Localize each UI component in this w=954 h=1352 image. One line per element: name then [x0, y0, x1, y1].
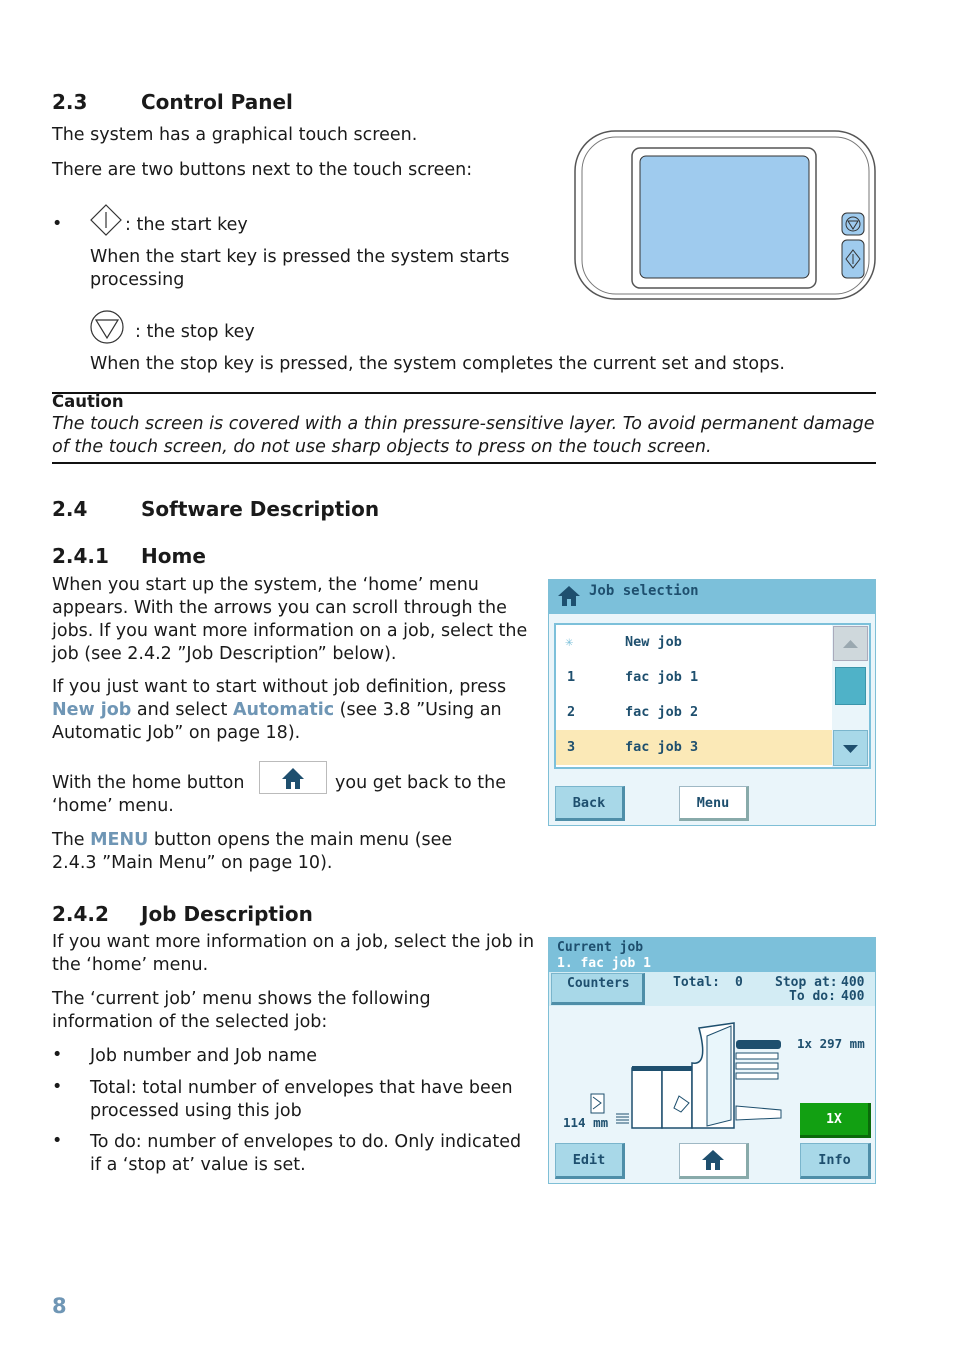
- mode-1x-button[interactable]: 1X: [800, 1103, 871, 1138]
- job-selection-title: Job selection: [589, 583, 699, 599]
- bullet-item-1: Job number and Job name: [90, 1046, 318, 1066]
- home-paragraph-1: When you start up the system, the ‘home’ menu appears. With the arrows you can scroll through the jobs. If you want more information on a job, select the job (see 2.4.2 ”Job Description” below).: [52, 575, 528, 664]
- scrollbar[interactable]: [832, 625, 869, 767]
- home-paragraph-3b-line2: ‘home’ menu.: [52, 796, 174, 816]
- section-2-4-1-title: Home: [141, 544, 206, 568]
- section-2-4-title: Software Description: [141, 497, 380, 521]
- stack-icon: [616, 1114, 629, 1123]
- section-2-3-number: 2.3: [52, 90, 88, 114]
- total-label: Total:: [673, 975, 720, 990]
- current-job-name: 1. fac job 1: [557, 956, 651, 971]
- start-key-icon: [842, 240, 864, 278]
- new-job-keyword: New job: [52, 700, 132, 720]
- stop-at-value: 400: [841, 975, 865, 990]
- arrow-down-icon: [834, 731, 867, 765]
- list-item[interactable]: 1 fac job 1: [567, 669, 699, 685]
- stop-at-label: Stop at:: [775, 975, 838, 990]
- job-selection-title-bar: [549, 580, 875, 614]
- arrow-up-icon: [834, 627, 867, 660]
- home-icon: [700, 1148, 726, 1172]
- home-paragraph-2: If you just want to start without job definition, press New job and select Automatic (see 3.8 ”Using an Automatic Job” on page 18).: [52, 677, 507, 743]
- counters-button[interactable]: Counters: [551, 973, 645, 1005]
- scroll-thumb[interactable]: [835, 667, 866, 705]
- control-panel-buttons-intro: There are two buttons next to the touch screen:: [52, 160, 473, 180]
- fold-info: 1x 297 mm: [797, 1036, 865, 1051]
- home-icon: [260, 762, 326, 793]
- to-do-label: To do:: [789, 989, 836, 1004]
- menu-keyword: MENU: [90, 830, 149, 850]
- job-list: [554, 623, 871, 769]
- list-item-selected[interactable]: 3 fac job 3: [556, 730, 832, 765]
- job-selection-screen: [548, 579, 876, 826]
- stop-key-icon: [842, 213, 864, 235]
- list-item[interactable]: 2 fac job 2: [567, 704, 699, 720]
- edit-button[interactable]: Edit: [555, 1143, 625, 1179]
- bullet-item-3: To do: number of envelopes to do. Only indicated if a ‘stop at’ value is set.: [90, 1132, 522, 1175]
- caution-top-rule: [52, 392, 876, 394]
- job-description-paragraph-1: If you want more information on a job, select the job in the ‘home’ menu.: [52, 932, 535, 975]
- home-paragraph-3b-line1: you get back to the: [335, 773, 507, 793]
- automatic-keyword: Automatic: [232, 700, 335, 720]
- home-button-illustration: [259, 761, 327, 794]
- stop-key-label: : the stop key: [135, 322, 255, 342]
- to-do-value: 400: [841, 989, 865, 1004]
- caution-bottom-rule: [52, 462, 876, 464]
- stop-key-description: When the stop key is pressed, the system completes the current set and stops.: [90, 354, 785, 374]
- envelope-icon: [591, 1094, 604, 1113]
- start-key-label: : the start key: [125, 215, 248, 235]
- menu-button[interactable]: Menu: [679, 786, 749, 821]
- home-button[interactable]: [679, 1143, 749, 1179]
- bullet-item-2: Total: total number of envelopes that have been processed using this job: [90, 1078, 513, 1121]
- envelope-size: 114 mm: [563, 1115, 609, 1130]
- home-icon[interactable]: [556, 584, 582, 608]
- home-paragraph-4: The MENU button opens the main menu (see 2.4.3 ”Main Menu” on page 10).: [52, 830, 453, 873]
- control-panel-illustration: [572, 128, 878, 304]
- scroll-down-button[interactable]: [833, 730, 868, 766]
- home-paragraph-3a: With the home button: [52, 773, 245, 793]
- list-item[interactable]: ✳ New job: [565, 634, 682, 650]
- start-key-description: When the start key is pressed the system starts processing: [90, 247, 510, 290]
- current-job-title: Current job: [557, 940, 644, 955]
- start-key-icon: [89, 203, 123, 237]
- section-2-3-title: Control Panel: [141, 90, 293, 114]
- counters-bar: [549, 972, 875, 1006]
- section-2-4-2-number: 2.4.2: [52, 902, 109, 926]
- caution-title: Caution: [52, 392, 124, 411]
- section-2-4-1-number: 2.4.1: [52, 544, 109, 568]
- current-job-screen: [548, 937, 876, 1184]
- page-number: 8: [52, 1294, 67, 1318]
- job-description-paragraph-2: The ‘current job’ menu shows the following information of the selected job:: [52, 989, 431, 1032]
- section-2-4-number: 2.4: [52, 497, 88, 521]
- section-2-4-2-title: Job Description: [141, 902, 313, 926]
- control-panel-intro: The system has a graphical touch screen.: [52, 125, 418, 145]
- scroll-up-button[interactable]: [833, 626, 868, 661]
- stop-key-icon: [89, 309, 125, 345]
- caution-text: The touch screen is covered with a thin pressure-sensitive layer. To avoid permanent damage of the touch screen, do not use sharp objects to press on the touch screen.: [52, 414, 875, 457]
- current-job-title-bar: [549, 938, 875, 972]
- total-value: 0: [735, 975, 743, 990]
- back-button[interactable]: Back: [555, 786, 625, 821]
- info-button[interactable]: Info: [800, 1143, 871, 1179]
